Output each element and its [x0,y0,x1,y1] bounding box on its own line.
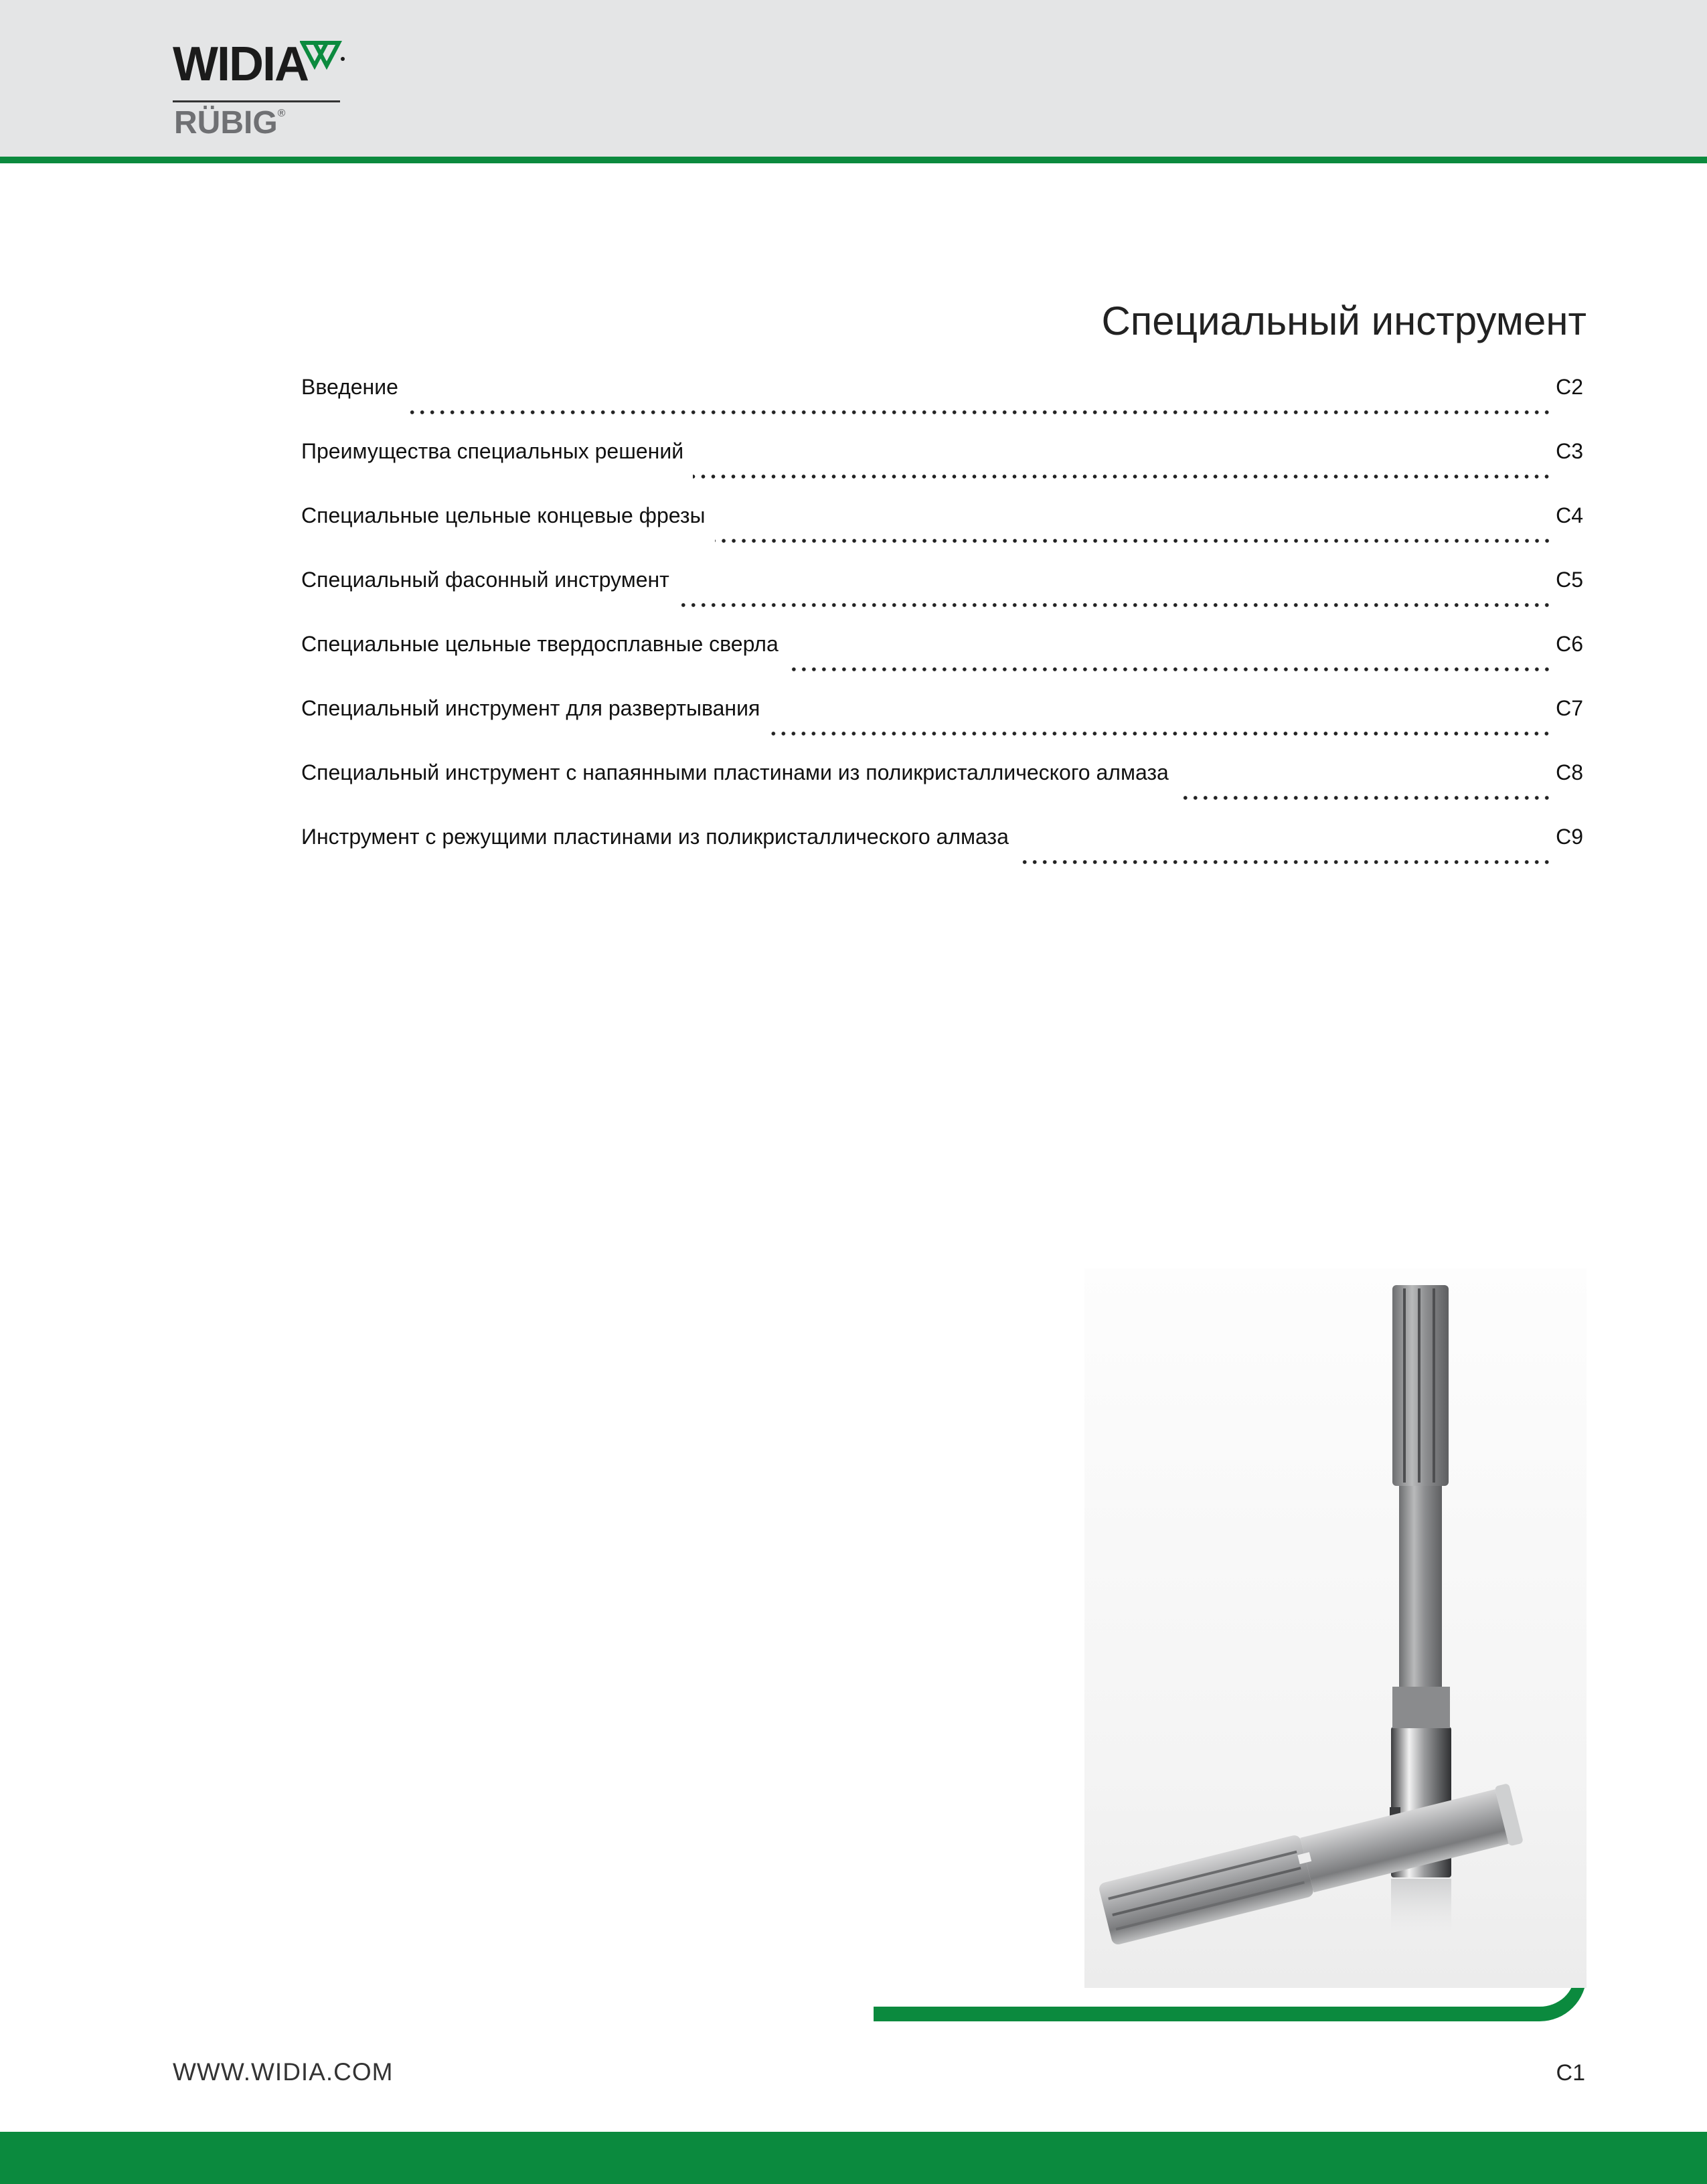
toc-leader-dots [1178,796,1552,800]
page-header [0,0,1707,157]
toc-leader-dots [788,667,1552,671]
toc-item-label: Введение [301,375,398,399]
product-photo [1084,1268,1587,1988]
toc-item[interactable] [301,825,1583,889]
widia-triangle-icon [300,39,347,72]
toc-item-page: C3 [1556,439,1583,463]
header-green-rule [0,157,1707,163]
toc-item-label: Специальный фасонный инструмент [301,568,669,592]
toc-item-page: C2 [1556,375,1583,399]
table-of-contents [301,375,1583,889]
toc-item-label: Специальные цельные концевые фрезы [301,503,706,527]
toc-item[interactable] [301,375,1583,439]
logo-divider [173,100,340,102]
footer-green-bar [0,2132,1707,2184]
toc-item-label: Инструмент с режущими пластинами из поликристаллического алмаза [301,825,1009,849]
toc-item-page: C4 [1556,503,1583,527]
toc-item-page: C5 [1556,568,1583,592]
logo-rubig-wordmark: RÜBIG® [174,105,286,141]
toc-item[interactable] [301,568,1583,632]
toc-leader-dots [693,475,1552,479]
toc-item[interactable] [301,632,1583,696]
toc-item-page: C7 [1556,696,1583,720]
toc-item[interactable] [301,760,1583,825]
toc-item[interactable] [301,696,1583,760]
toc-item-label: Специальные цельные твердосплавные сверла [301,632,779,656]
page-number: C1 [1556,2060,1585,2086]
toc-item-page: C9 [1556,825,1583,849]
footer-url[interactable]: WWW.WIDIA.COM [173,2058,394,2086]
toc-item-label: Специальный инструмент для развертывания [301,696,760,720]
toc-item[interactable] [301,439,1583,503]
toc-leader-dots [1018,860,1552,864]
toc-leader-dots [715,539,1552,543]
toc-leader-dots [769,732,1552,736]
toc-item-label: Преимущества специальных решений [301,439,684,463]
toc-item-page: C6 [1556,632,1583,656]
toc-item[interactable] [301,503,1583,568]
toc-leader-dots [408,410,1552,414]
reamer-tool-icon [1084,1268,1587,1988]
widia-rubig-logo [173,39,347,153]
toc-item-page: C8 [1556,760,1583,784]
page-title: Специальный инструмент [1101,299,1587,344]
toc-item-label: Специальный инструмент с напаянными пластинами из поликристаллического алмаза [301,760,1169,784]
logo-widia-wordmark: WIDIA [173,37,308,91]
toc-leader-dots [679,603,1552,607]
